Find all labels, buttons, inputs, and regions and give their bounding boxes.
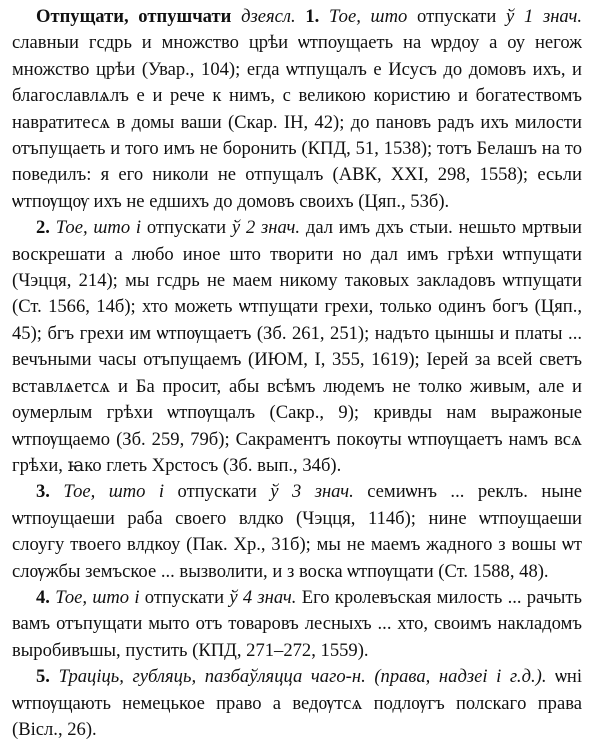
sense-citations: славныи гсдрь и множство црѣи ѡтпоущаеть на ѡрдоу а оу негож множство црѣи (Увар., 104); егда ѡтпущалъ е Исусъ до домовъ ихъ, и благославлѧлъ е и рече к нимъ, с великою користию и богатествомъ навратитесѧ в домы ваши (Скар. ІН, 42); до пановъ радъ ихъ милости отъпущаеть и того имъ не боронить (КПД, 51, 1538); тотъ Белашъ на то поведилъ: я его николи не отпущалъ (АВК, ХХІ, 298, 1558); есьли ѡтпѹщѹ ихъ не едшихъ до домовъ своихъ (Цяп., 53б). bbox=[12, 32, 582, 212]
sense-gloss: отпускати bbox=[146, 217, 227, 239]
entry-sense-1 bbox=[12, 4, 582, 215]
entry-sense-3 bbox=[12, 479, 582, 585]
sense-gloss: отпускати bbox=[144, 586, 225, 608]
sense-gloss: отпускати bbox=[417, 6, 497, 27]
sense-number: 1. bbox=[305, 6, 320, 27]
sense-reference: ў 4 знач. bbox=[229, 586, 297, 608]
sense-citations: Его кролевъская милость ... рачыть вамъ отъпущати мыто отъ товаровъ лесныхъ ... хто, своимъ накладомъ выробивъшы, пустить (КПД, 271–272, 1559). bbox=[12, 586, 583, 661]
sense-reference: ў 2 знач. bbox=[231, 217, 301, 239]
sense-definition: Тое, што і bbox=[55, 586, 140, 608]
sense-number: 4. bbox=[36, 586, 50, 608]
entry-sense-4 bbox=[12, 585, 582, 664]
sense-number: 3. bbox=[36, 481, 50, 503]
entry-sense-5 bbox=[12, 664, 582, 743]
sense-definition: Тое, што і bbox=[63, 481, 165, 503]
sense-citations: ѡні ѡтпѹщають немецькое право а ведѹтсѧ подлѹгъ полскагo права (Віcл., 26). bbox=[12, 666, 583, 740]
entry-sense-2 bbox=[12, 215, 582, 479]
sense-number: 2. bbox=[36, 217, 50, 239]
sense-citations: дал имъ дхъ стыи. нешьто мртвыи воскрешати а любо иное што творити но дал имъ грѣхи ѡтпущати (Чэцця, 214); мы гсдрь не маем никому таковых закладовъ ѡтпущати (Ст. 1566, 14б); хто можеть ѡтпущати грехи, только одинъ богъ (Цяп., 45); бгъ грехи им ѡтпѹщаетъ (Зб. 261, 251); надъто цыншы и платы ... вечъными часы отъпущаемъ (ИЮМ, І, 355, 1619); Іерей за всей светъ вставлѧетсѧ и Ба просит, абы всѣмъ людемъ не толко живым, але и оумерлым грѣхи ѡтпѹщалъ (Сакр., 9); кривды нам выражоные ѡтпѹщаемо (Зб. 259, 79б); Сакраментъ покѹты ѡтпѹщаетъ намъ всѧ грѣхи, ꙗко глеть Хрстосъ (Зб. вып., 34б). bbox=[12, 217, 582, 476]
headword: Отпущати, отпушчати bbox=[36, 6, 232, 27]
sense-reference: ў 1 знач. bbox=[506, 6, 583, 27]
sense-number: 5. bbox=[36, 666, 50, 688]
sense-definition: Траціць, губляць, пазбаўляцца чаго-н. (права, надзеі і г.д.). bbox=[58, 666, 547, 688]
sense-citations: семиѡнъ ... реклъ. ныне ѡтпоущаеши раба своего влдко (Чэцця, 114б); нине ѡтпоущаеши слоугу твоего влдкоу (Пак. Хр., 31б); мы не маемъ жадного з вошы ѡт слѹжбы земъское ... вызволити, и з воска ѡтпѹщати (Ст. 1588, 48). bbox=[12, 481, 583, 582]
sense-gloss: отпускати bbox=[177, 481, 257, 503]
sense-reference: ў 3 знач. bbox=[270, 481, 354, 503]
sense-definition: Тое, што bbox=[329, 6, 408, 27]
grammar-label: дзеясл. bbox=[241, 6, 296, 27]
sense-definition: Тое, што і bbox=[55, 217, 142, 239]
